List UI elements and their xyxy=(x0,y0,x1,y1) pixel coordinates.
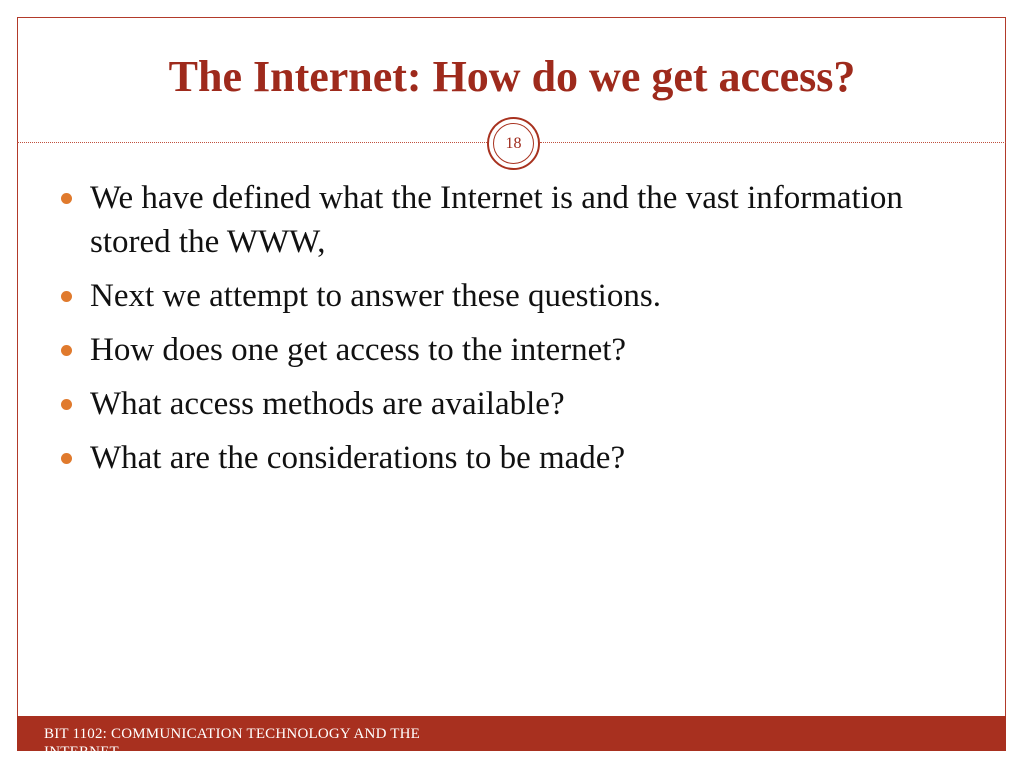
bullet-item xyxy=(60,436,960,480)
bullet-text: We have defined what the Internet is and the vast information stored the WWW, xyxy=(90,180,903,260)
footer-text: BIT 1102: COMMUNICATION TECHNOLOGY AND THE INTERNET xyxy=(44,726,421,760)
bullet-item xyxy=(60,176,960,264)
bullet-item xyxy=(60,274,960,318)
bullet-text: What are the considerations to be made? xyxy=(90,440,626,476)
bullet-dot-icon xyxy=(61,399,72,410)
bullet-text: What access methods are available? xyxy=(90,386,565,422)
bullet-item xyxy=(60,328,960,372)
page-number-badge xyxy=(487,117,540,170)
title-divider-right xyxy=(540,142,1006,143)
slide-title: The Internet: How do we get access? xyxy=(168,52,856,101)
bullet-item xyxy=(60,382,960,426)
footer-bar xyxy=(17,716,1006,760)
title-divider-left xyxy=(17,142,487,143)
bullet-list xyxy=(60,176,960,490)
bullet-dot-icon xyxy=(61,345,72,356)
bullet-dot-icon xyxy=(61,291,72,302)
bullet-dot-icon xyxy=(61,193,72,204)
page-number: 18 xyxy=(493,123,534,164)
bullet-dot-icon xyxy=(61,453,72,464)
bullet-text: Next we attempt to answer these questions. xyxy=(90,278,661,314)
bullet-text: How does one get access to the internet? xyxy=(90,332,627,368)
